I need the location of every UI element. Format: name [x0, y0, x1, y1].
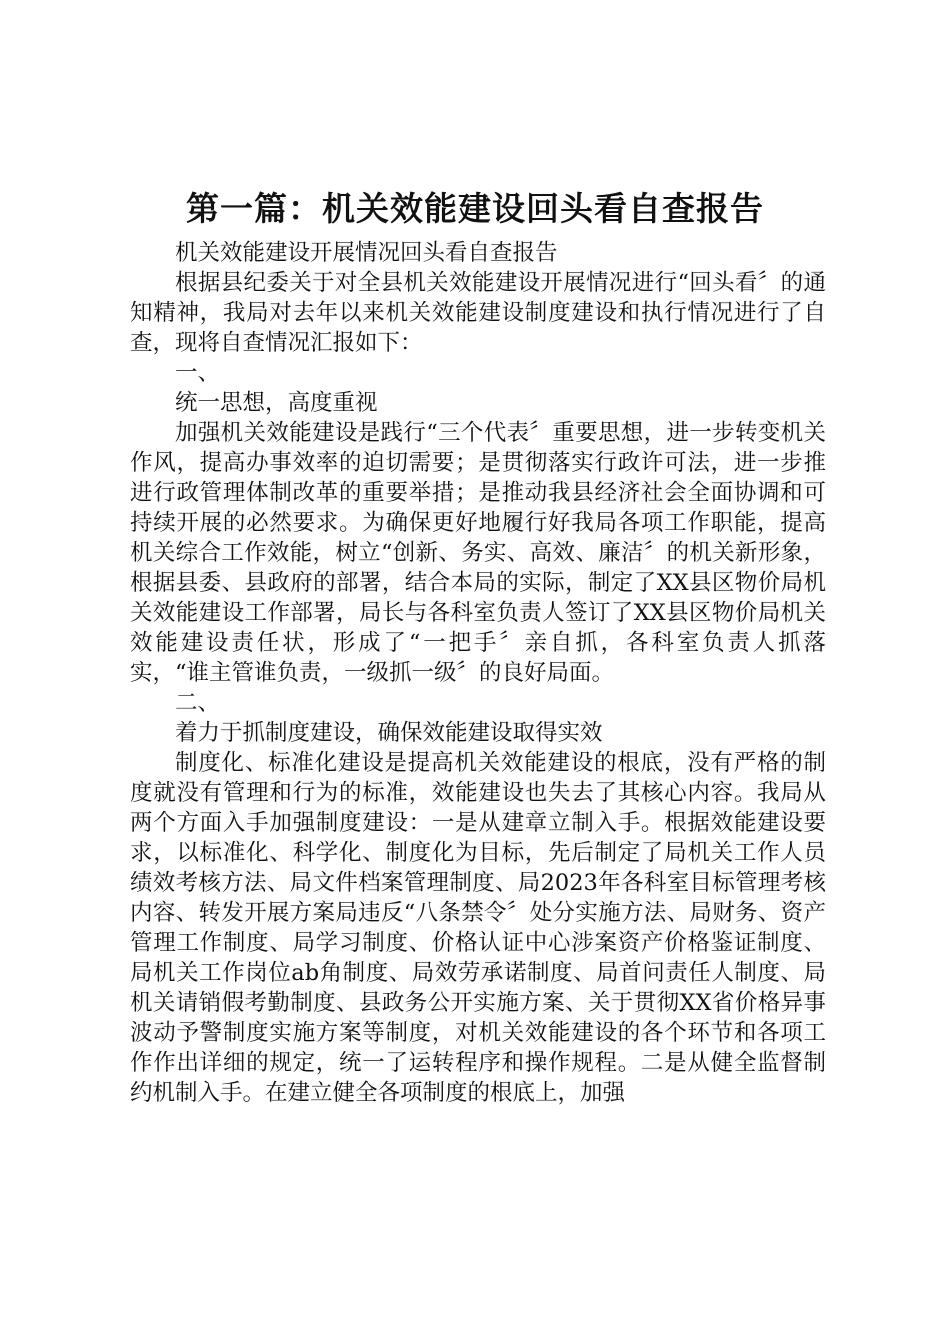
document-title: 第一篇：机关效能建设回头看自查报告: [186, 189, 764, 228]
section-heading-2: 着力于抓制度建设，确保效能建设取得实效: [175, 720, 603, 746]
document-body: [130, 238, 826, 1108]
section-2-paragraph: 制度化、标准化建设是提高机关效能建设的根底，没有严格的制度就没有管理和行为的标准，效能建设也失去了其核心内容。我局从两个方面入手加强制度建设：一是从建章立制入手。根据效能建设要求，以标准化、科学化、制度化为目标，先后制定了局机关工作人员绩效考核方法、局文件档案管理制度、局2023年各科室目标管理考核内容、转发开展方案局违反“八条禁令〞处分实施方法、局财务、资产管理工作制度、局学习制度、价格认证中心涉案资产价格鉴证制度、局机关工作岗位ab角制度、局效劳承诺制度、局首问责任人制度、局机关请销假考勤制度、县政务公开实施方案、关于贯彻XX省价格异事波动予警制度实施方案等制度，对机关效能建设的各个环节和各项工作作出详细的规定，统一了运转程序和操作规程。二是从健全监督制约机制入手。在建立健全各项制度的根底上，加强: [130, 750, 826, 1106]
section-heading-1: 统一思想，高度重视: [175, 390, 378, 416]
report-subtitle: 机关效能建设开展情况回头看自查报告: [175, 240, 558, 266]
section-number-1: 一、: [175, 360, 221, 386]
intro-paragraph: 根据县纪委关于对全县机关效能建设开展情况进行“回头看〞的通知精神，我局对去年以来机关效能建设制度建设和执行情况进行了自查，现将自查情况汇报如下：: [130, 270, 826, 356]
section-1-paragraph: 加强机关效能建设是践行“三个代表〞重要思想，进一步转变机关作风，提高办事效率的迫切需要；是贯彻落实行政许可法，进一步推进行政管理体制改革的重要举措；是推动我县经济社会全面协调和可持续开展的必然要求。为确保更好地履行好我局各项工作职能，提高机关综合工作效能，树立“创新、务实、高效、廉洁〞的机关新形象，根据县委、县政府的部署，结合本局的实际，制定了XX县区物价局机关效能建设工作部署，局长与各科室负责人签订了XX县区物价局机关效能建设责任状，形成了“一把手〞亲自抓，各科室负责人抓落实，“谁主管谁负责，一级抓一级〞的良好局面。: [130, 420, 826, 686]
section-number-2: 二、: [175, 690, 221, 716]
